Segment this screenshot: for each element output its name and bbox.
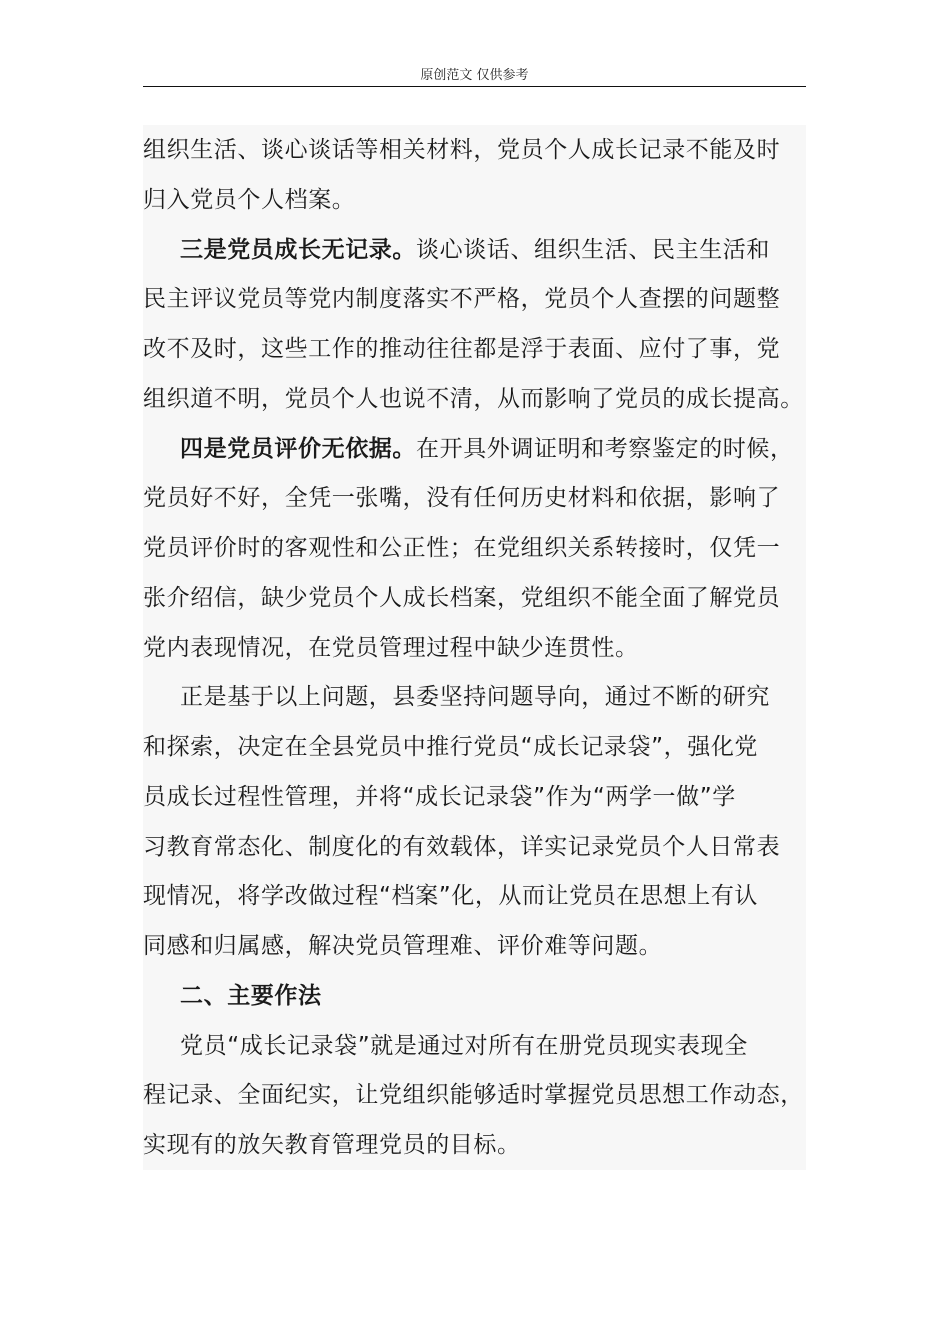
- document-text: [143, 126, 843, 1171]
- text-line: 组织道不明，党员个人也说不清，从而影响了党员的成长提高。: [143, 385, 804, 412]
- text-line: 和探索，决定在全县党员中推行党员“成长记录袋”，强化党: [143, 734, 759, 760]
- paragraph-solution: [143, 673, 843, 972]
- paragraph-no-basis: [143, 425, 843, 674]
- section-heading-text: 二、主要作法: [180, 982, 322, 1009]
- paragraph-continuation: [143, 126, 843, 226]
- text-line: 张介绍信，缺少党员个人成长档案，党组织不能全面了解党员: [143, 584, 781, 611]
- paragraph-method: [143, 1022, 843, 1171]
- text-line: 党内表现情况，在党员管理过程中缺少连贯性。: [143, 634, 639, 661]
- text-line: 民主评议党员等党内制度落实不严格，党员个人查摆的问题整: [143, 286, 781, 313]
- text-line: 实现有的放矢教育管理党员的目标。: [143, 1132, 521, 1158]
- paragraph-lead: 四是党员评价无依据。: [180, 435, 416, 462]
- text-line: 正是基于以上问题，县委坚持问题导向，通过不断的研究: [180, 684, 770, 711]
- paragraph-no-record: [143, 226, 843, 425]
- text-line: 党员评价时的客观性和公正性；在党组织关系转接时，仅凭一: [143, 535, 781, 561]
- header-rule: [143, 86, 806, 87]
- text-line: 党员好不好，全凭一张嘴，没有任何历史材料和依据，影响了: [143, 485, 781, 512]
- text-line: 同感和归属感，解决党员管理难、评价难等问题。: [143, 933, 663, 959]
- text-line: 归入党员个人档案。: [143, 186, 356, 213]
- text-line: 习教育常态化、制度化的有效载体，详实记录党员个人日常表: [143, 833, 781, 860]
- text-line: 员成长过程性管理，并将“成长记录袋”作为“两学一做”学: [143, 783, 736, 810]
- text-line: 程记录、全面纪实，让党组织能够适时掌握党员思想工作动态，: [143, 1082, 804, 1109]
- text-line: 党员“成长记录袋”就是通过对所有在册党员现实表现全: [180, 1032, 748, 1059]
- section-heading: [143, 972, 843, 1022]
- text-line: 组织生活、谈心谈话等相关材料，党员个人成长记录不能及时: [143, 137, 781, 163]
- paragraph-lead: 三是党员成长无记录。: [180, 236, 416, 263]
- text-line: 谈心谈话、组织生活、民主生活和: [416, 236, 770, 263]
- text-line: 现情况，将学改做过程“档案”化，从而让党员在思想上有认: [143, 883, 759, 910]
- text-line: 在开具外调证明和考察鉴定的时候，: [416, 435, 794, 462]
- page-header: 原创范文 仅供参考: [420, 68, 529, 83]
- text-line: 改不及时，这些工作的推动往往都是浮于表面、应付了事，党: [143, 336, 781, 362]
